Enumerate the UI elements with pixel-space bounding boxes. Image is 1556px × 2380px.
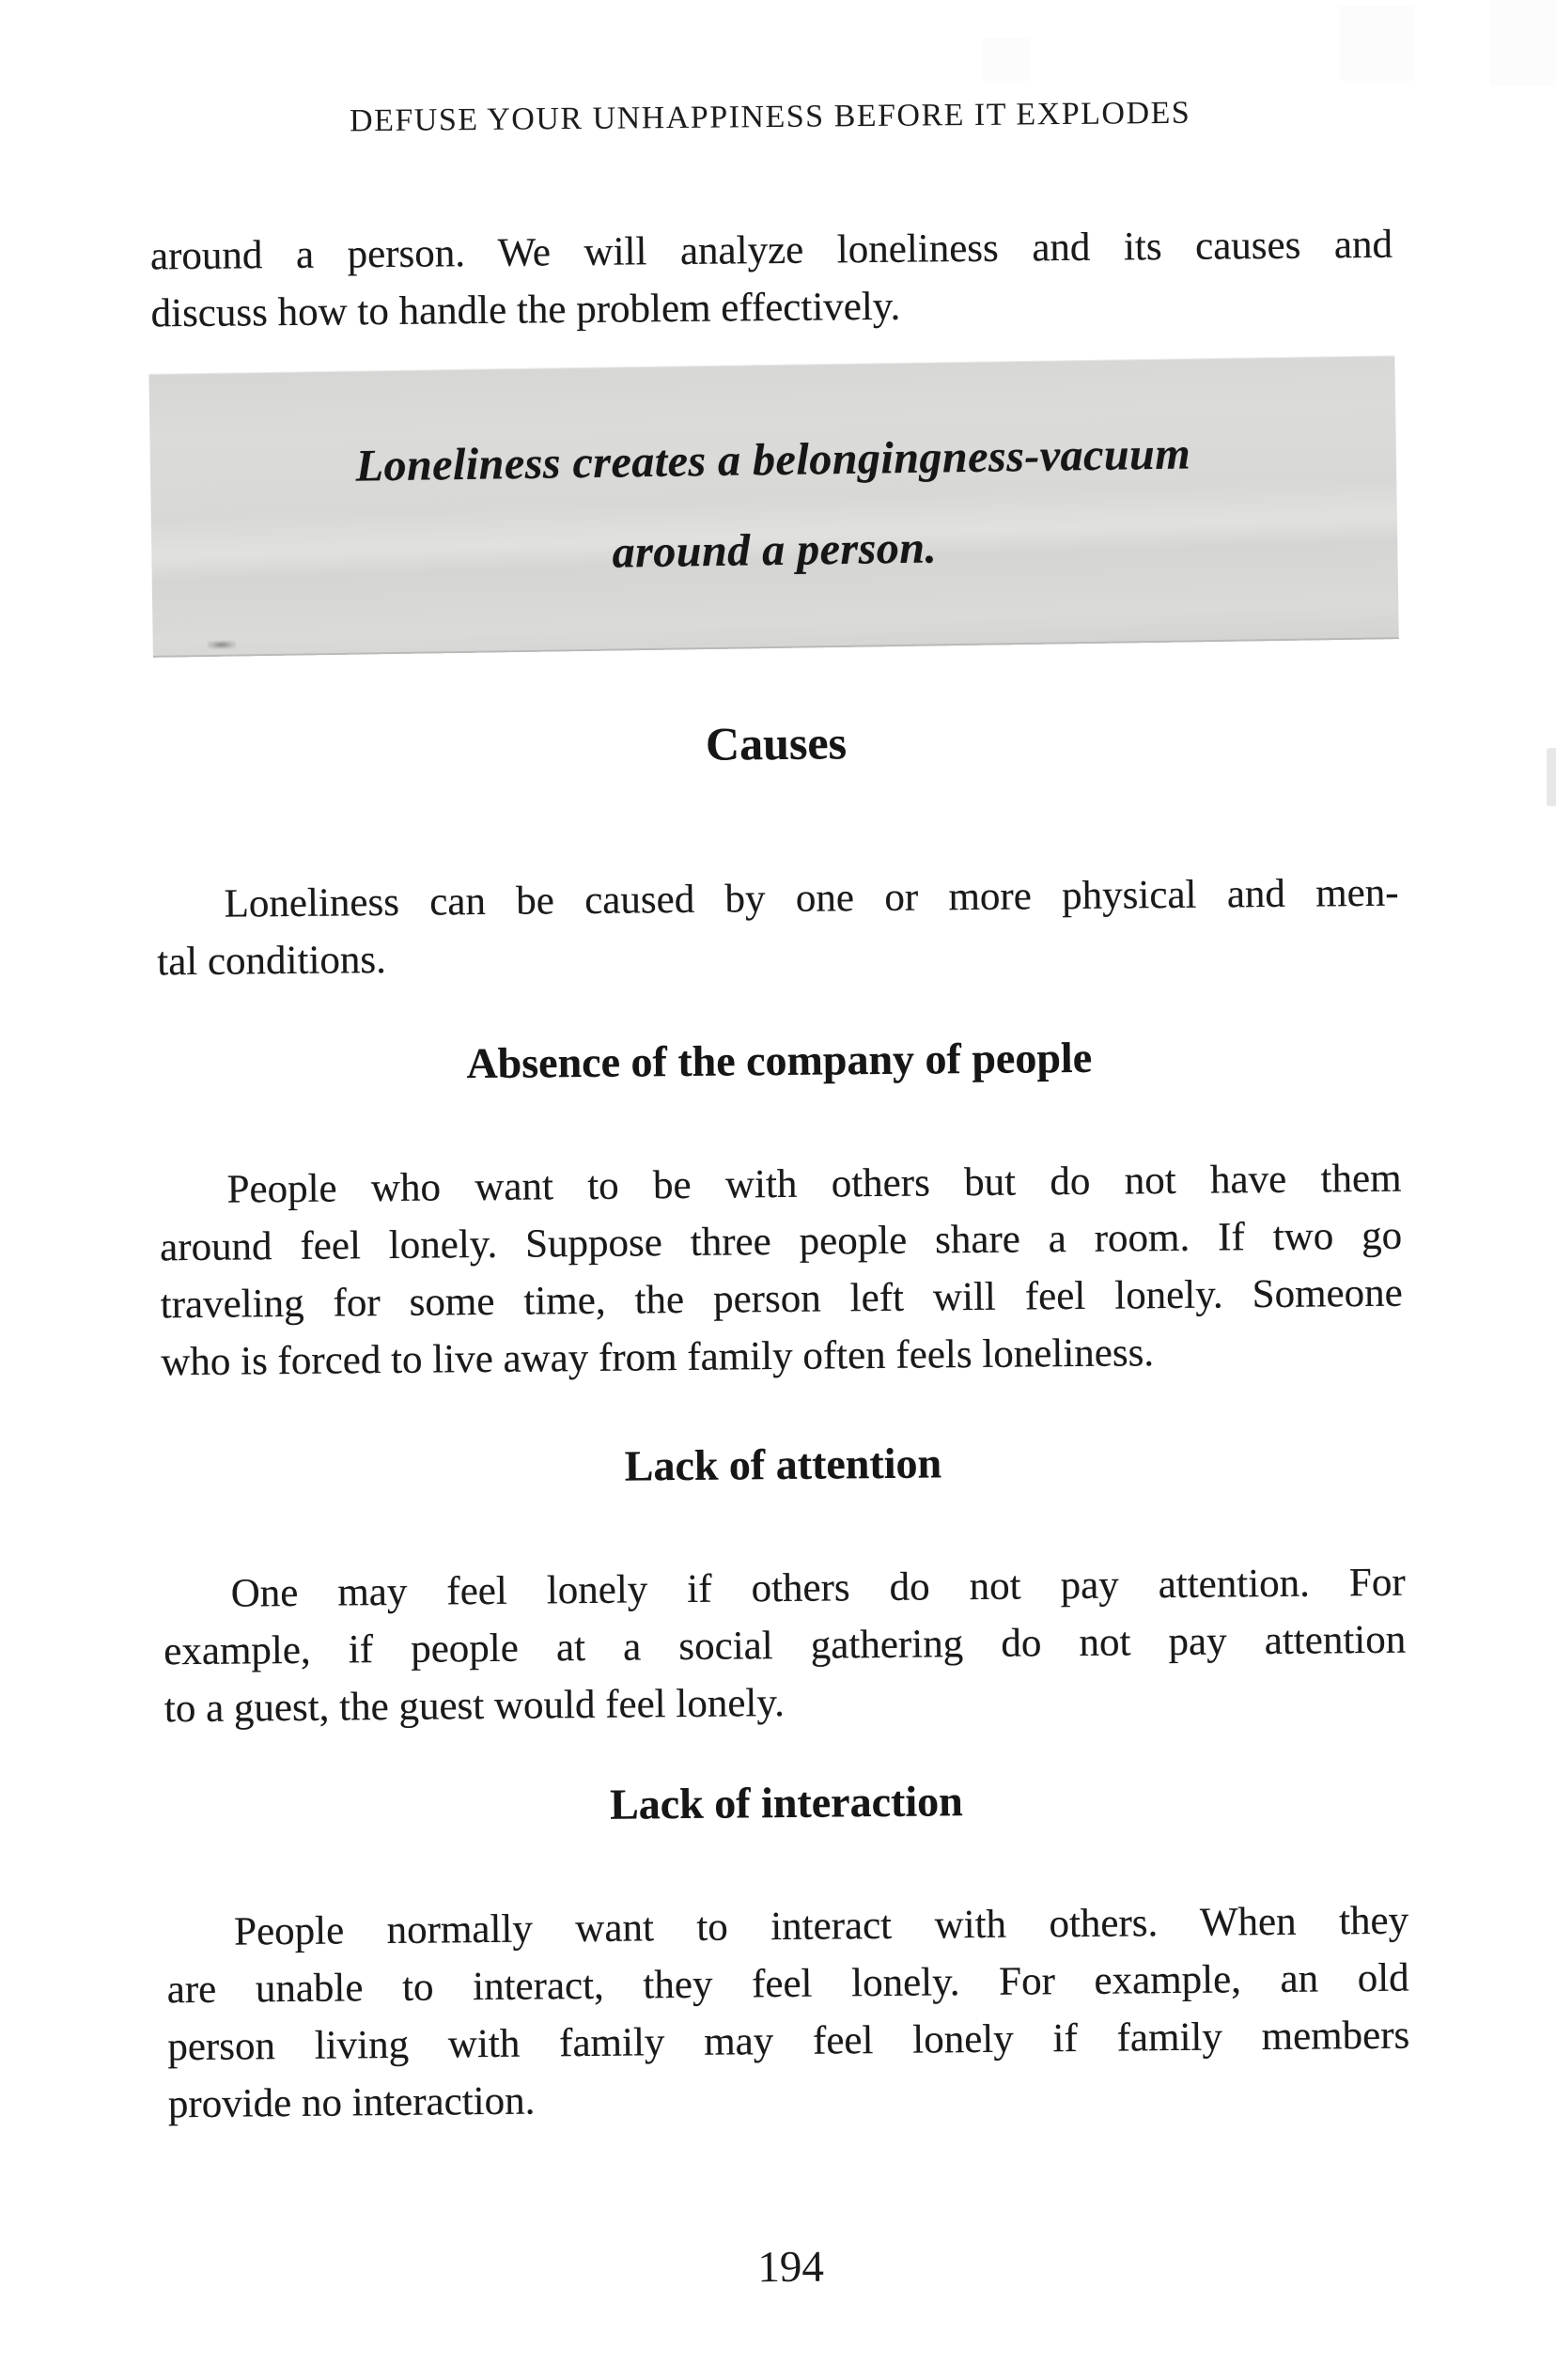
scan-corner-artifact xyxy=(1340,6,1415,81)
scan-corner-artifact xyxy=(1490,0,1556,86)
attention-paragraph xyxy=(163,1554,1407,1738)
text-line: discuss how to handle the problem effectively. xyxy=(150,284,901,336)
scan-edge-artifact xyxy=(1547,748,1556,806)
text-line: to a guest, the guest would feel lonely. xyxy=(163,1680,786,1732)
section-heading-attention: Lack of attention xyxy=(624,1439,942,1490)
scan-corner-artifact xyxy=(983,38,1030,81)
section-heading-interaction: Lack of interaction xyxy=(609,1777,963,1828)
text-line: are unable to interact, they feel lonely. For example, an old xyxy=(166,1955,1409,2013)
section-heading-causes: Causes xyxy=(705,716,848,770)
pull-quote-line: around a person. xyxy=(612,522,938,578)
text-line: provide no interaction. xyxy=(167,2078,536,2127)
interaction-paragraph xyxy=(166,1892,1410,2134)
text-line: around a person. We will analyze loneliness and its causes and xyxy=(149,222,1393,279)
page-number: 194 xyxy=(757,2242,825,2293)
text-line: People normally want to interact with others. When they xyxy=(233,1898,1409,1954)
text-line: People who want to be with others but do not have them xyxy=(226,1156,1402,1212)
text-line: tal conditions. xyxy=(157,938,387,985)
text-line: around feel lonely. Suppose three people share a room. If two go xyxy=(159,1213,1403,1270)
text-line: traveling for some time, the person left will feel lonely. Someone xyxy=(160,1270,1403,1328)
intro-paragraph xyxy=(150,216,1393,343)
text-line: One may feel lonely if others do not pay attention. For xyxy=(230,1560,1406,1616)
absence-paragraph xyxy=(159,1150,1403,1392)
running-head: DEFUSE YOUR UNHAPPINESS BEFORE IT EXPLODES xyxy=(349,95,1191,139)
pull-quote-line: Loneliness creates a belongingness-vacuum xyxy=(355,428,1191,491)
text-line: example, if people at a social gathering do not pay attention xyxy=(163,1617,1407,1674)
section-heading-absence: Absence of the company of people xyxy=(466,1033,1093,1088)
scan-smudge xyxy=(208,641,236,649)
text-line: who is forced to live away from family often feels loneliness. xyxy=(161,1330,1155,1385)
causes-paragraph xyxy=(156,864,1399,991)
text-line: person living with family may feel lonely if family members xyxy=(167,2013,1410,2070)
text-line: Loneliness can be caused by one or more physical and men- xyxy=(224,870,1399,926)
pull-quote-box xyxy=(148,355,1398,658)
